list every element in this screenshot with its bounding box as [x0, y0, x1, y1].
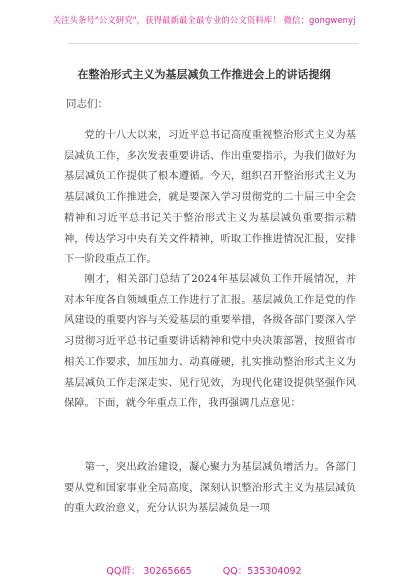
footer-contact	[0, 563, 408, 577]
paragraph-2: 刚才，相关部门总结了2024年基层减负工作开展情况，并对本年度各自领域重点工作进行了汇报。基层减负工作是党的作风建设的重要内容与关爱基层的重要举措，各级各部门要深入学习贯彻习近平总书记重要讲话精神和党中央决策部署，按照省市相关工作要求，加压加力、动真碰硬，扎实推动整治形式主义为基层减负工作走深走实、见行见效，为现代化建设提供坚强作风保障。下面，就今年重点工作，我再强调几点意见：	[64, 273, 356, 410]
promo-banner: 关注头条号"公文研究"，获得最新最全最专业的公文资料库！ 微信：gongwenyj	[52, 15, 356, 25]
document-title: 在整治形式主义为基层减负工作推进会上的讲话提纲	[77, 68, 331, 81]
paragraph-1: 党的十八大以来，习近平总书记高度重视整治形式主义为基层减负工作，多次发表重要讲话、作出重要指示，为我们做好为基层减负工作提供了根本遵循。今天，组织召开整治形式主义为基层减负工作推进会，就是要深入学习贯彻党的二十届三中全会精神和习近平总书记关于整治形式主义为基层减负重要指示精神，传达学习中央有关文件精神，听取工作推进情况汇报，安排下一阶段重点工作。	[64, 129, 356, 266]
footer-qq: QQ：535304092	[222, 566, 302, 577]
salutation: 同志们：	[66, 98, 108, 110]
header-divider	[68, 43, 358, 44]
paragraph-3: 第一，突出政治建设，凝心聚力为基层减负增活力。各部门要从党和国家事业全局高度，深刻认识整治形式主义为基层减负的重大政治意义，充分认识为基层减负是一项	[64, 461, 356, 515]
footer-qq-group: QQ群： 30265665	[106, 566, 192, 577]
